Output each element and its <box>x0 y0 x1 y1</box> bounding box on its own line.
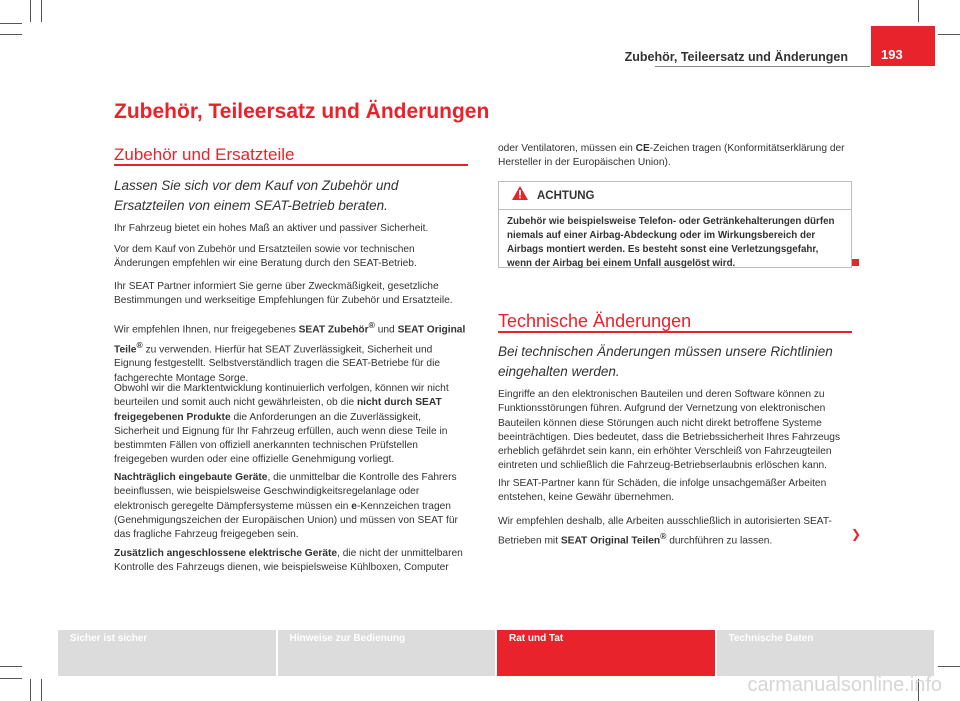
section-rule <box>498 331 852 333</box>
crop-mark <box>30 679 31 701</box>
crop-mark <box>918 0 919 22</box>
tab-sicher-ist-sicher[interactable]: Sicher ist sicher <box>58 630 276 676</box>
section-title: Technische Änderungen <box>498 311 692 331</box>
section-subtitle: Bei technischen Änderungen müssen unsere Richtlinien eingehalten werden. <box>498 344 833 379</box>
chapter-title: Zubehör, Teileersatz und Änderungen <box>114 100 490 123</box>
watermark: carmanualsonline.info <box>747 674 942 696</box>
running-header: Zubehör, Teileersatz und Änderungen <box>624 50 848 64</box>
paragraph: Ihr Fahrzeug bietet ein hohes Maß an aktiver und passiver Sicherheit. <box>114 223 429 234</box>
footer-tabs <box>58 630 934 676</box>
paragraph: Ihr SEAT Partner informiert Sie gerne über Zweckmäßigkeit, gesetzliche Bestimmungen und werkseitige Empfehlungen für Zubehör und Ersatzteile. <box>114 281 453 307</box>
crop-mark <box>0 34 22 35</box>
paragraph: Ihr SEAT-Partner kann für Schäden, die infolge unsachgemäßer Arbeiten entstehen, keine Gewähr übernehmen. <box>498 478 827 504</box>
continue-arrow-icon: ❯ <box>851 527 862 541</box>
tab-hinweise-zur-bedienung[interactable]: Hinweise zur Bedienung <box>278 630 496 676</box>
paragraph: Wir empfehlen Ihnen, nur freigegebenes SEAT Zubehör® und SEAT Original Teile® zu verwenden. Hierfür hat SEAT Zuverlässigkeit, Sicherheit und Eignung festgestellt. Selbstverständlich tragen die SEAT-Betriebe für die fachgerechte Montage Sorge. <box>114 320 466 384</box>
section-rule <box>114 164 468 166</box>
crop-mark <box>41 0 42 22</box>
paragraph: Eingriffe an den elektronischen Bauteilen und deren Software können zu Funktionsstörungen führen. Aufgrund der Vernetzung von elektronischen Bauteilen können diese Störungen auch nicht direkt betroffene Systeme beeinträchtigen. Dies bedeutet, dass die Betriebssicherheit Ihres Fahrzeugs erheblich gefährdet sein kann, ein erhöhter Verschleiß von Fahrzeugteilen eintreten und schließlich die Fahrzeug-Betriebserlaubnis erlöschen kann. <box>498 389 841 472</box>
page-number: 193 <box>871 26 935 66</box>
warning-text: Zubehör wie beispielsweise Telefon- oder Getränkehalterungen dürfen niemals auf einer Airbag-Abdeckung oder im Wirkungsbereich der Airbags montiert werden. Es besteht sonst eine Verletzungsgefahr, wenn der Airbag bei einem Unfall ausgelöst wird. <box>507 216 835 269</box>
crop-mark <box>0 23 22 24</box>
crop-mark <box>0 678 22 679</box>
warning-header <box>499 182 851 210</box>
crop-mark <box>938 34 960 35</box>
paragraph: Nachträglich eingebaute Geräte, die unmittelbar die Kontrolle des Fahrers beeinflussen, wie beispielsweise Geschwindigkeitsregelanlage oder elektronisch geregelte Dämpfersysteme müssen ein e-Kennzeichen tragen (Genehmigungszeichen der Europäischen Union) und müssen von SEAT für das fragliche Fahrzeug freigegeben sein. <box>114 472 458 541</box>
section-title: Zubehör und Ersatzteile <box>114 145 295 164</box>
crop-mark <box>41 679 42 701</box>
section-subtitle: Lassen Sie sich vor dem Kauf von Zubehör und Ersatzteilen von einem SEAT-Betrieb beraten. <box>114 178 399 213</box>
header-rule <box>655 66 870 67</box>
paragraph: Obwohl wir die Marktentwicklung kontinuierlich verfolgen, können wir nicht beurteilen und somit auch nicht gewährleisten, ob die nicht durch SEAT freigegebenen Produkte die Anforderungen an die Zuverlässigkeit, Sicherheit und Eignung für Ihr Fahrzeug erfüllen, auch wenn diese Teile in bestimmten Fällen von offiziell anerkannten technischen Prüfstellen freigegeben wurden oder eine offizielle Genehmigung vorliegt. <box>114 383 449 466</box>
crop-mark <box>30 0 31 22</box>
paragraph: Wir empfehlen deshalb, alle Arbeiten ausschließlich in autorisierten SEAT-Betrieben mit SEAT Original Teilen® durchführen zu lassen. <box>498 516 832 547</box>
warning-triangle-icon <box>511 185 529 206</box>
crop-mark <box>0 666 22 667</box>
tab-rat-und-tat[interactable]: Rat und Tat <box>497 630 715 676</box>
paragraph: Zusätzlich angeschlossene elektrische Geräte, die nicht der unmittelbaren Kontrolle des Fahrzeugs dienen, wie beispielsweise Kühlboxen, Computer <box>114 548 463 574</box>
paragraph: oder Ventilatoren, müssen ein CE-Zeichen tragen (Konformitätserklärung der Hersteller in der Europäischen Union). <box>498 143 845 169</box>
warning-title: ACHTUNG <box>537 189 595 202</box>
crop-mark <box>938 666 960 667</box>
end-of-section-icon <box>852 259 859 266</box>
tab-technische-daten[interactable]: Technische Daten <box>717 630 935 676</box>
paragraph: Vor dem Kauf von Zubehör und Ersatzteilen sowie vor technischen Änderungen empfehlen wir eine Beratung durch den SEAT-Betrieb. <box>114 244 417 270</box>
warning-box <box>498 181 852 268</box>
